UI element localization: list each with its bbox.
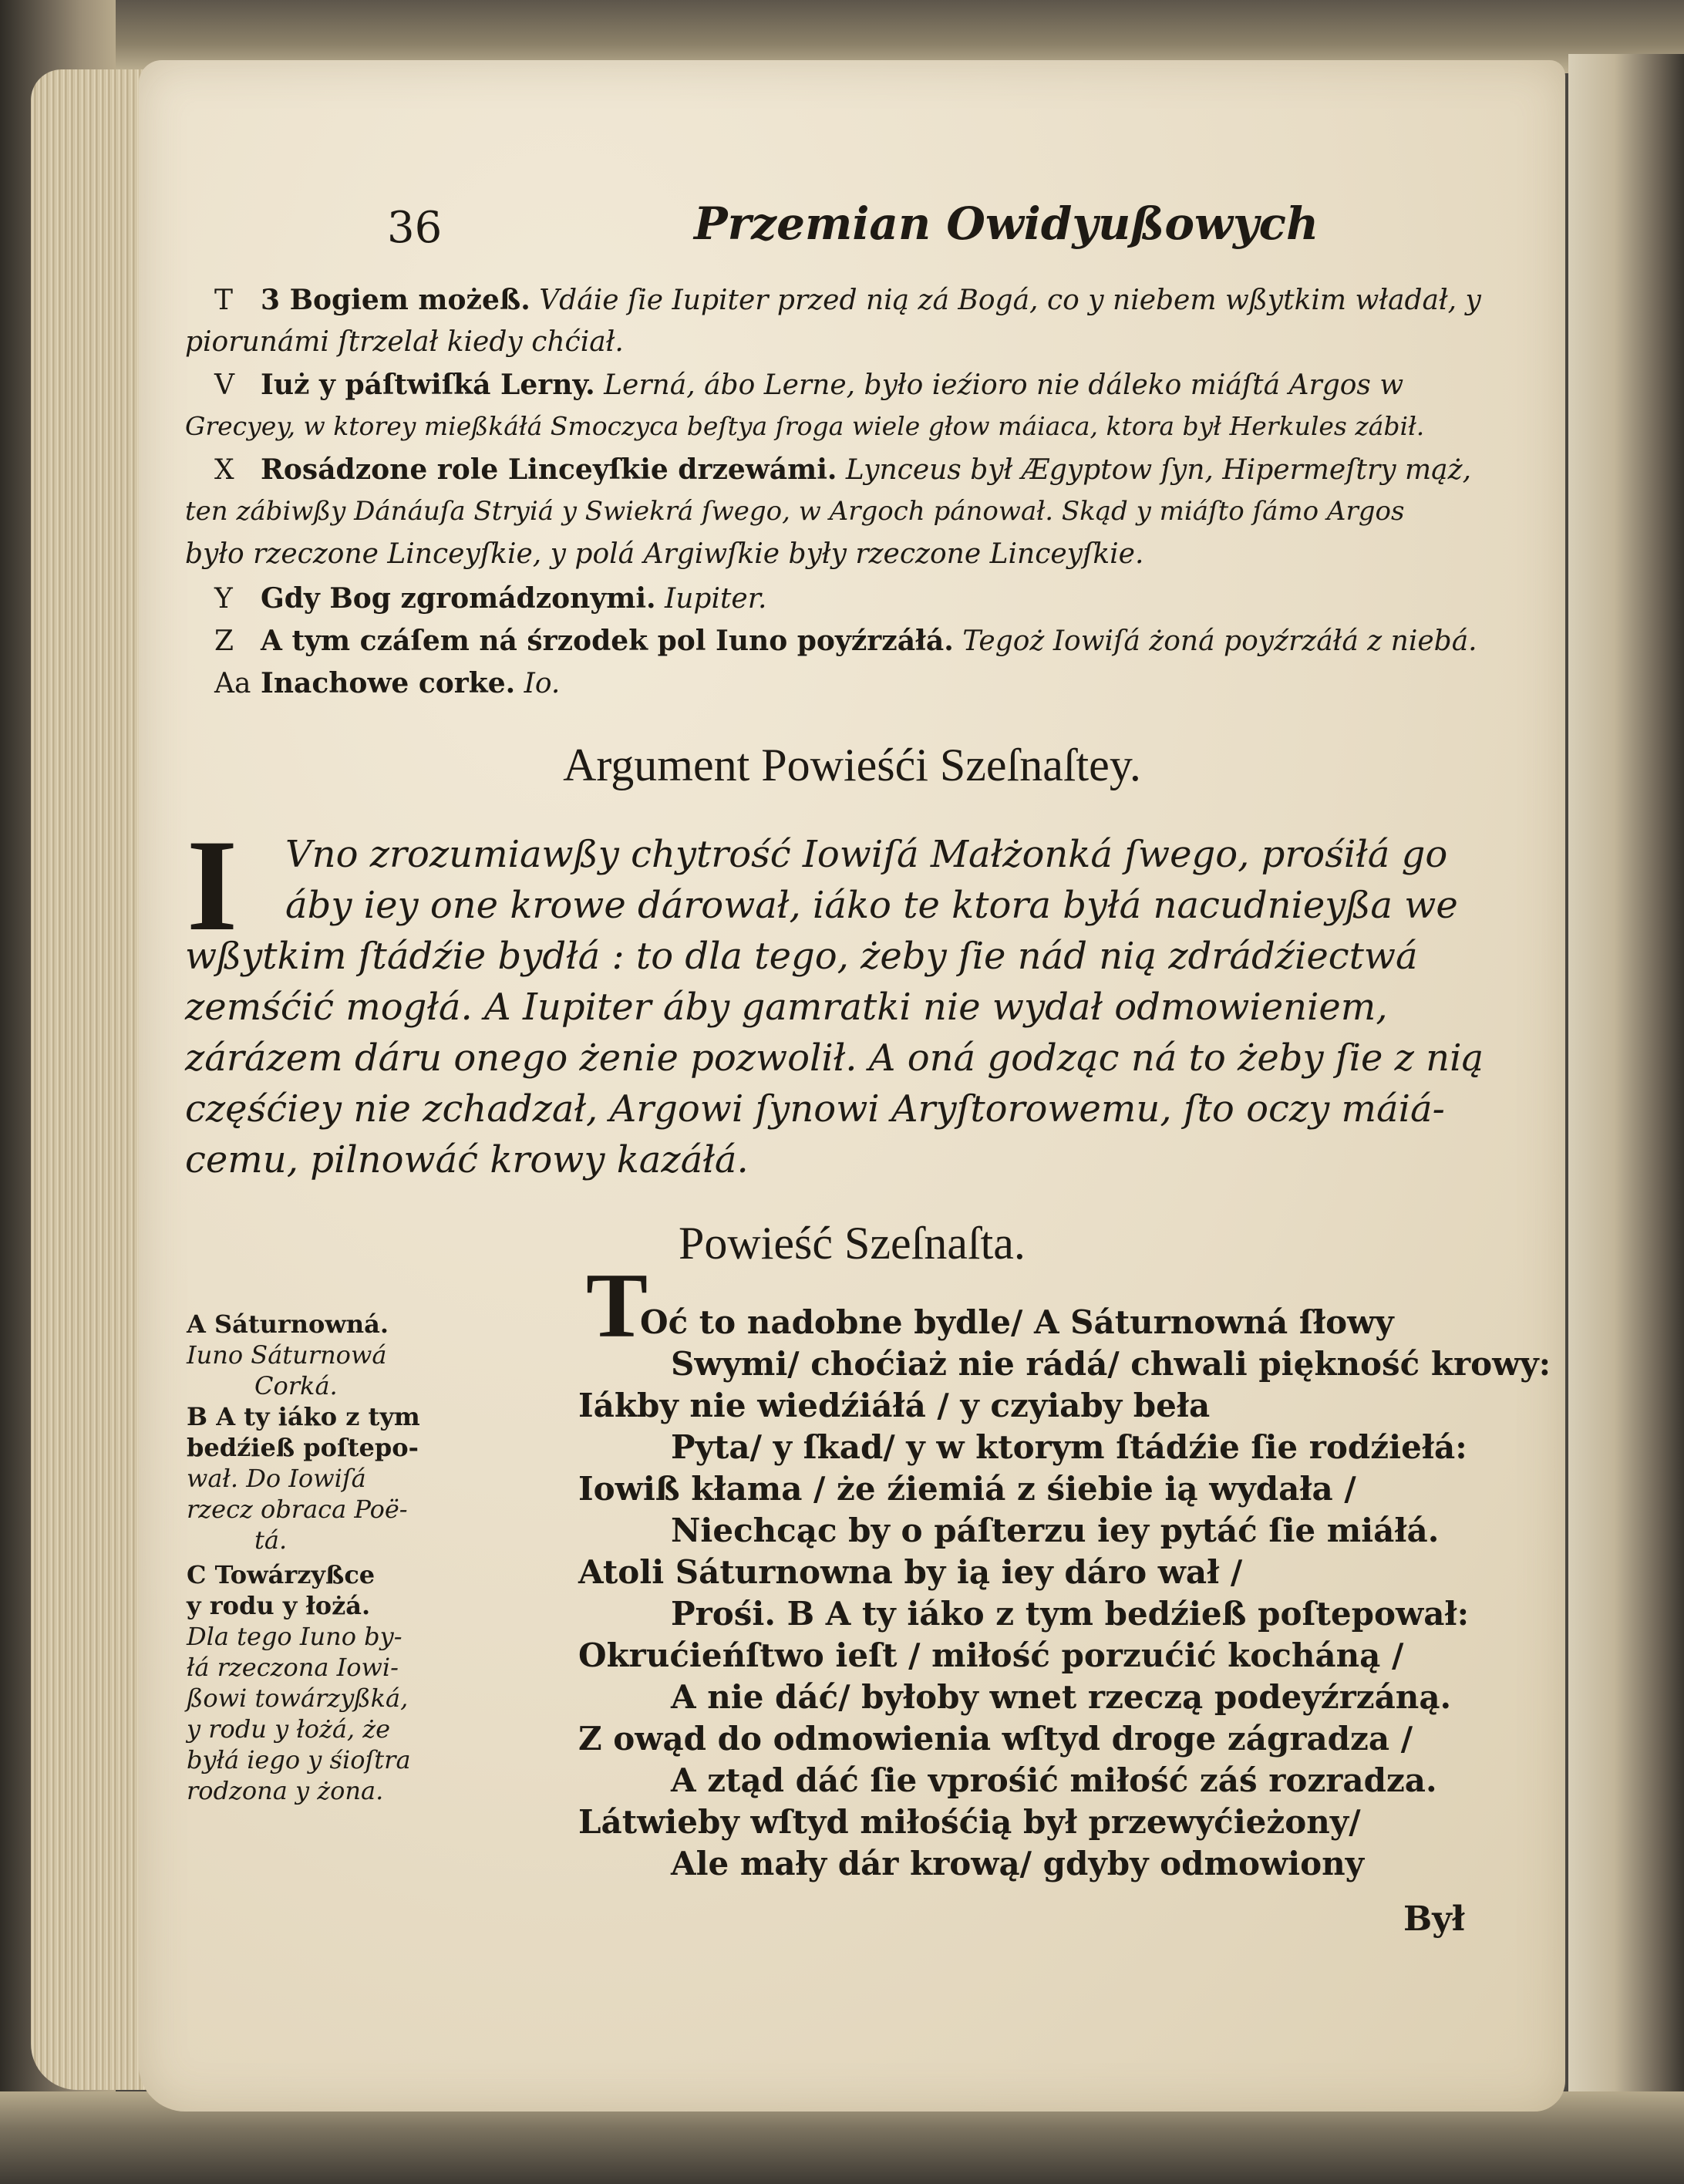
note-row: Aa Inachowe corke. Io.	[214, 667, 561, 699]
argument-line: zemśćić mogłá. A Iupiter áby gamratki nie wydał odmowieniem,	[185, 986, 1388, 1029]
verse-line: Atoli Sáturnowna by ią iey dáro wał /	[578, 1553, 1243, 1591]
margin-note: byłá iego y śioſtra	[187, 1745, 411, 1775]
note-row: Y Gdy Bog zgromádzonymi. Iupiter.	[214, 582, 767, 615]
margin-note: Dla tego Iuno by-	[187, 1622, 402, 1651]
margin-note: łá rzeczona Iowi-	[187, 1653, 399, 1682]
book-page	[139, 60, 1565, 2112]
margin-note: y rodu y łożá, że	[187, 1714, 391, 1744]
argument-heading: Argument Powieśći Szeſnaſtey.	[563, 740, 1141, 790]
note-row: piorunámi ſtrzelał kiedy chćiał.	[185, 326, 624, 358]
catchword: Był	[1403, 1899, 1465, 1939]
note-row: X Rosádzone role Linceyſkie drzewámi. Lynceus był Ægyptow ſyn, Hipermeſtry mąż,	[214, 453, 1472, 486]
margin-note: ßowi towárzyßká,	[187, 1684, 409, 1713]
argument-dropcap: I	[187, 813, 238, 958]
note-row: Grecyey, w ktorey mießkáłá Smoczyca beſtya ſroga wiele głow máiaca, ktora był Herkules zábił.	[185, 411, 1425, 441]
margin-note: tá.	[254, 1525, 288, 1555]
verse-line: Oć to nadobne bydle/ A Sáturnowná ſłowy	[640, 1303, 1394, 1341]
verse-line: A nie dáć/ byłoby wnet rzeczą podeyźrzáną.	[671, 1678, 1452, 1716]
verse-line: Niechcąc by o páſterzu iey pytáć ſie miáłá.	[671, 1512, 1440, 1549]
verse-line: Z owąd do odmowienia wſtyd droge zágradza /	[578, 1720, 1413, 1758]
note-row: Z A tym czáſem ná śrzodek pol Iuno poyźrzáłá. Tegoż Iowiſá żoná poyźrzáłá z niebá.	[214, 625, 1477, 657]
note-row: V Iuż y páſtwiſká Lerny. Lerná, ábo Lerne, było ieźioro nie dáleko miáſtá Argos w	[214, 369, 1404, 401]
margin-note: rzecz obraca Poë-	[187, 1495, 408, 1524]
verse-line: Iowiß kłama / że źiemiá z śiebie ią wydała /	[578, 1470, 1356, 1508]
argument-line: zárázem dáru onego żenie pozwolił. A oná godząc ná to żeby ſie z nią	[185, 1036, 1484, 1080]
facing-page-edge	[1568, 54, 1684, 2128]
margin-note: C Towárzyßce	[187, 1560, 376, 1589]
note-row: było rzeczone Linceyſkie, y polá Argiwſkie były rzeczone Linceyſkie.	[185, 538, 1144, 570]
running-head-title: Przemian Owidyußowych	[694, 197, 1319, 250]
verse-line: Ale mały dár krową/ gdyby odmowiony	[671, 1845, 1365, 1882]
verse-line: Swymi/ choćiaż nie rádá/ chwali piękność krowy:	[671, 1345, 1551, 1383]
story-heading: Powieść Szeſnaſta.	[679, 1218, 1026, 1269]
margin-note: y rodu y łożá.	[187, 1591, 371, 1620]
note-row: T 3 Bogiem możeß. Vdáie ſie Iupiter przed nią zá Bogá, co y niebem wßytkim władał, y	[214, 284, 1481, 316]
margin-note: B A ty iáko z tym	[187, 1402, 420, 1431]
margin-note: Iuno Sáturnowá	[187, 1340, 387, 1370]
verse-line: Látwieby wſtyd miłośćią był przewyćieżony/	[578, 1803, 1361, 1841]
verse-line: A ztąd dáć ſie vprośić miłość záś rozradza.	[671, 1761, 1437, 1799]
argument-line: wßytkim ſtádźie bydłá : to dla tego, żeby ſie nád nią zdrádźiectwá	[185, 935, 1418, 978]
margin-note: wał. Do Iowiſá	[187, 1464, 366, 1493]
verse-line: Pyta/ y ſkad/ y w ktorym ſtádźie ſie rodźiełá:	[671, 1428, 1467, 1466]
verse-line: Okrućieńſtwo ieſt / miłość porzućić kocháną /	[578, 1636, 1404, 1674]
note-row: ten zábiwßy Dánáuſa Stryiá y Swiekrá ſwego, w Argoch pánował. Skąd y miáſto ſámo Argos	[185, 496, 1405, 527]
argument-line: áby iey one krowe dárował, iáko te ktora byłá nacudnieyßa we	[285, 884, 1458, 927]
argument-line: częśćiey nie zchadzał, Argowi ſynowi Aryſtorowemu, ſto oczy máiá-	[185, 1087, 1445, 1131]
margin-note: Corká.	[254, 1371, 338, 1400]
argument-line: Vno zrozumiawßy chytrość Iowiſá Małżonká ſwego, prośiłá go	[285, 833, 1448, 876]
page-number: 36	[387, 203, 443, 253]
verse-line: Prośi. B A ty iáko z tym bedźieß poſtepował:	[671, 1595, 1470, 1633]
margin-note: A Sáturnowná.	[187, 1309, 389, 1339]
margin-note: rodzona y żona.	[187, 1776, 384, 1805]
verse-dropcap: T	[586, 1254, 648, 1357]
margin-note: bedźieß poſtepo-	[187, 1433, 419, 1462]
argument-line: cemu, pilnowáć krowy kazáłá.	[185, 1138, 749, 1181]
verse-line: Iákby nie wiedźiáłá / y czyiaby beła	[578, 1387, 1211, 1424]
